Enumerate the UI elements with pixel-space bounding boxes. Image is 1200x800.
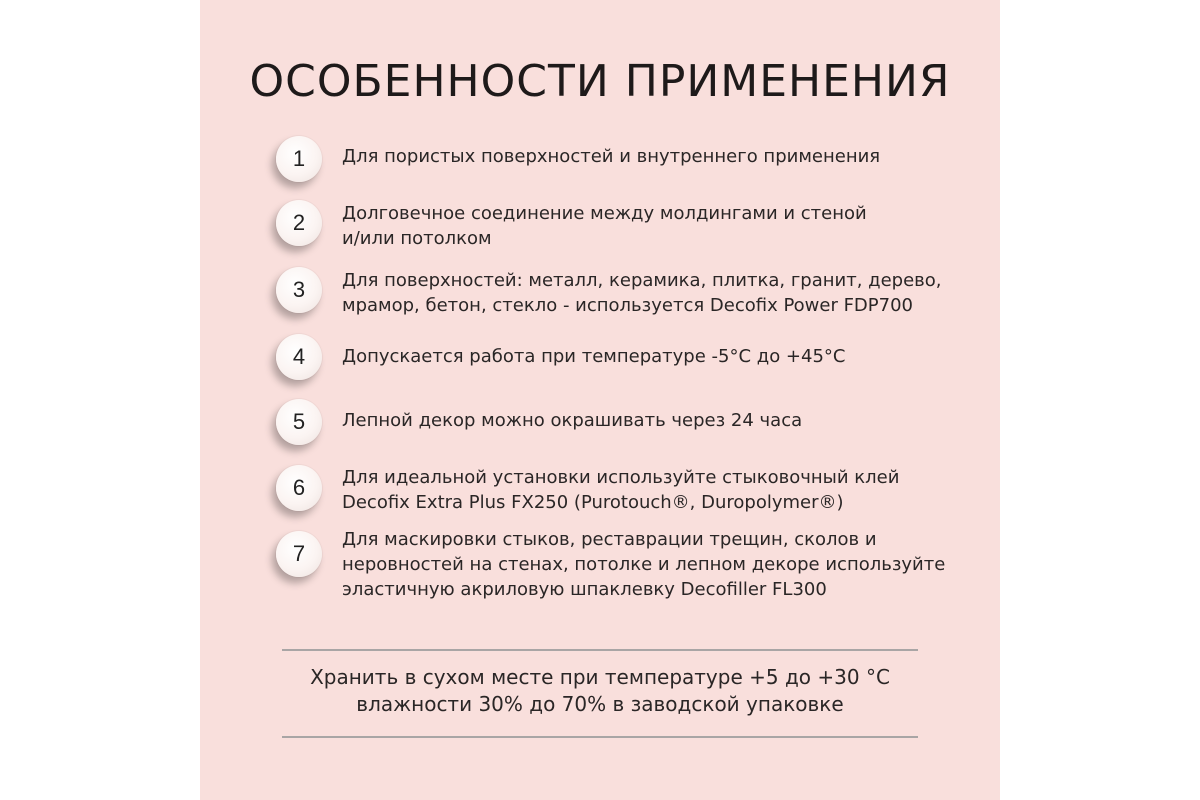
item-text <box>342 144 962 169</box>
item-text-line: эластичную акриловую шпаклевку Decofiller FL300 <box>342 579 827 600</box>
item-text <box>342 408 962 433</box>
item-text-line: мрамор, бетон, стекло - используется Decofix Power FDP700 <box>342 295 914 316</box>
storage-note <box>200 664 1000 718</box>
storage-line: Хранить в сухом месте при температуре +5 до +30 °C <box>310 665 890 689</box>
item-text <box>342 527 962 602</box>
item-text-line: Для маскировки стыков, реставрации трещин, сколов и <box>342 529 877 550</box>
item-text-line: Для идеальной установки используйте стыковочный клей <box>342 467 900 488</box>
item-text-line: Для пористых поверхностей и внутреннего применения <box>342 146 881 167</box>
item-text-line: Допускается работа при температуре -5°C до +45°C <box>342 346 846 367</box>
number-badge: 7 <box>276 531 322 577</box>
page-title: ОСОБЕННОСТИ ПРИМЕНЕНИЯ <box>249 56 951 107</box>
item-text-line: Для поверхностей: металл, керамика, плитка, гранит, дерево, <box>342 270 942 291</box>
divider-top <box>282 649 918 651</box>
divider-bottom <box>282 736 918 738</box>
number-badge: 4 <box>276 334 322 380</box>
item-text-line: и/или потолком <box>342 228 492 249</box>
number-badge: 5 <box>276 399 322 445</box>
number-badge: 2 <box>276 200 322 246</box>
item-text <box>342 201 962 251</box>
number-badge: 1 <box>276 136 322 182</box>
item-text <box>342 268 962 318</box>
item-text-line: Decofix Extra Plus FX250 (Purotouch®, Duropolymer®) <box>342 492 844 513</box>
item-text <box>342 465 962 515</box>
number-badge: 3 <box>276 267 322 313</box>
item-text-line: Лепной декор можно окрашивать через 24 часа <box>342 410 803 431</box>
item-text-line: неровностей на стенах, потолке и лепном декоре используйте <box>342 554 946 575</box>
storage-line: влажности 30% до 70% в заводской упаковке <box>356 692 844 716</box>
item-text <box>342 344 962 369</box>
info-card <box>200 0 1000 800</box>
item-text-line: Долговечное соединение между молдингами и стеной <box>342 203 867 224</box>
features-list <box>200 0 1000 640</box>
number-badge: 6 <box>276 465 322 511</box>
